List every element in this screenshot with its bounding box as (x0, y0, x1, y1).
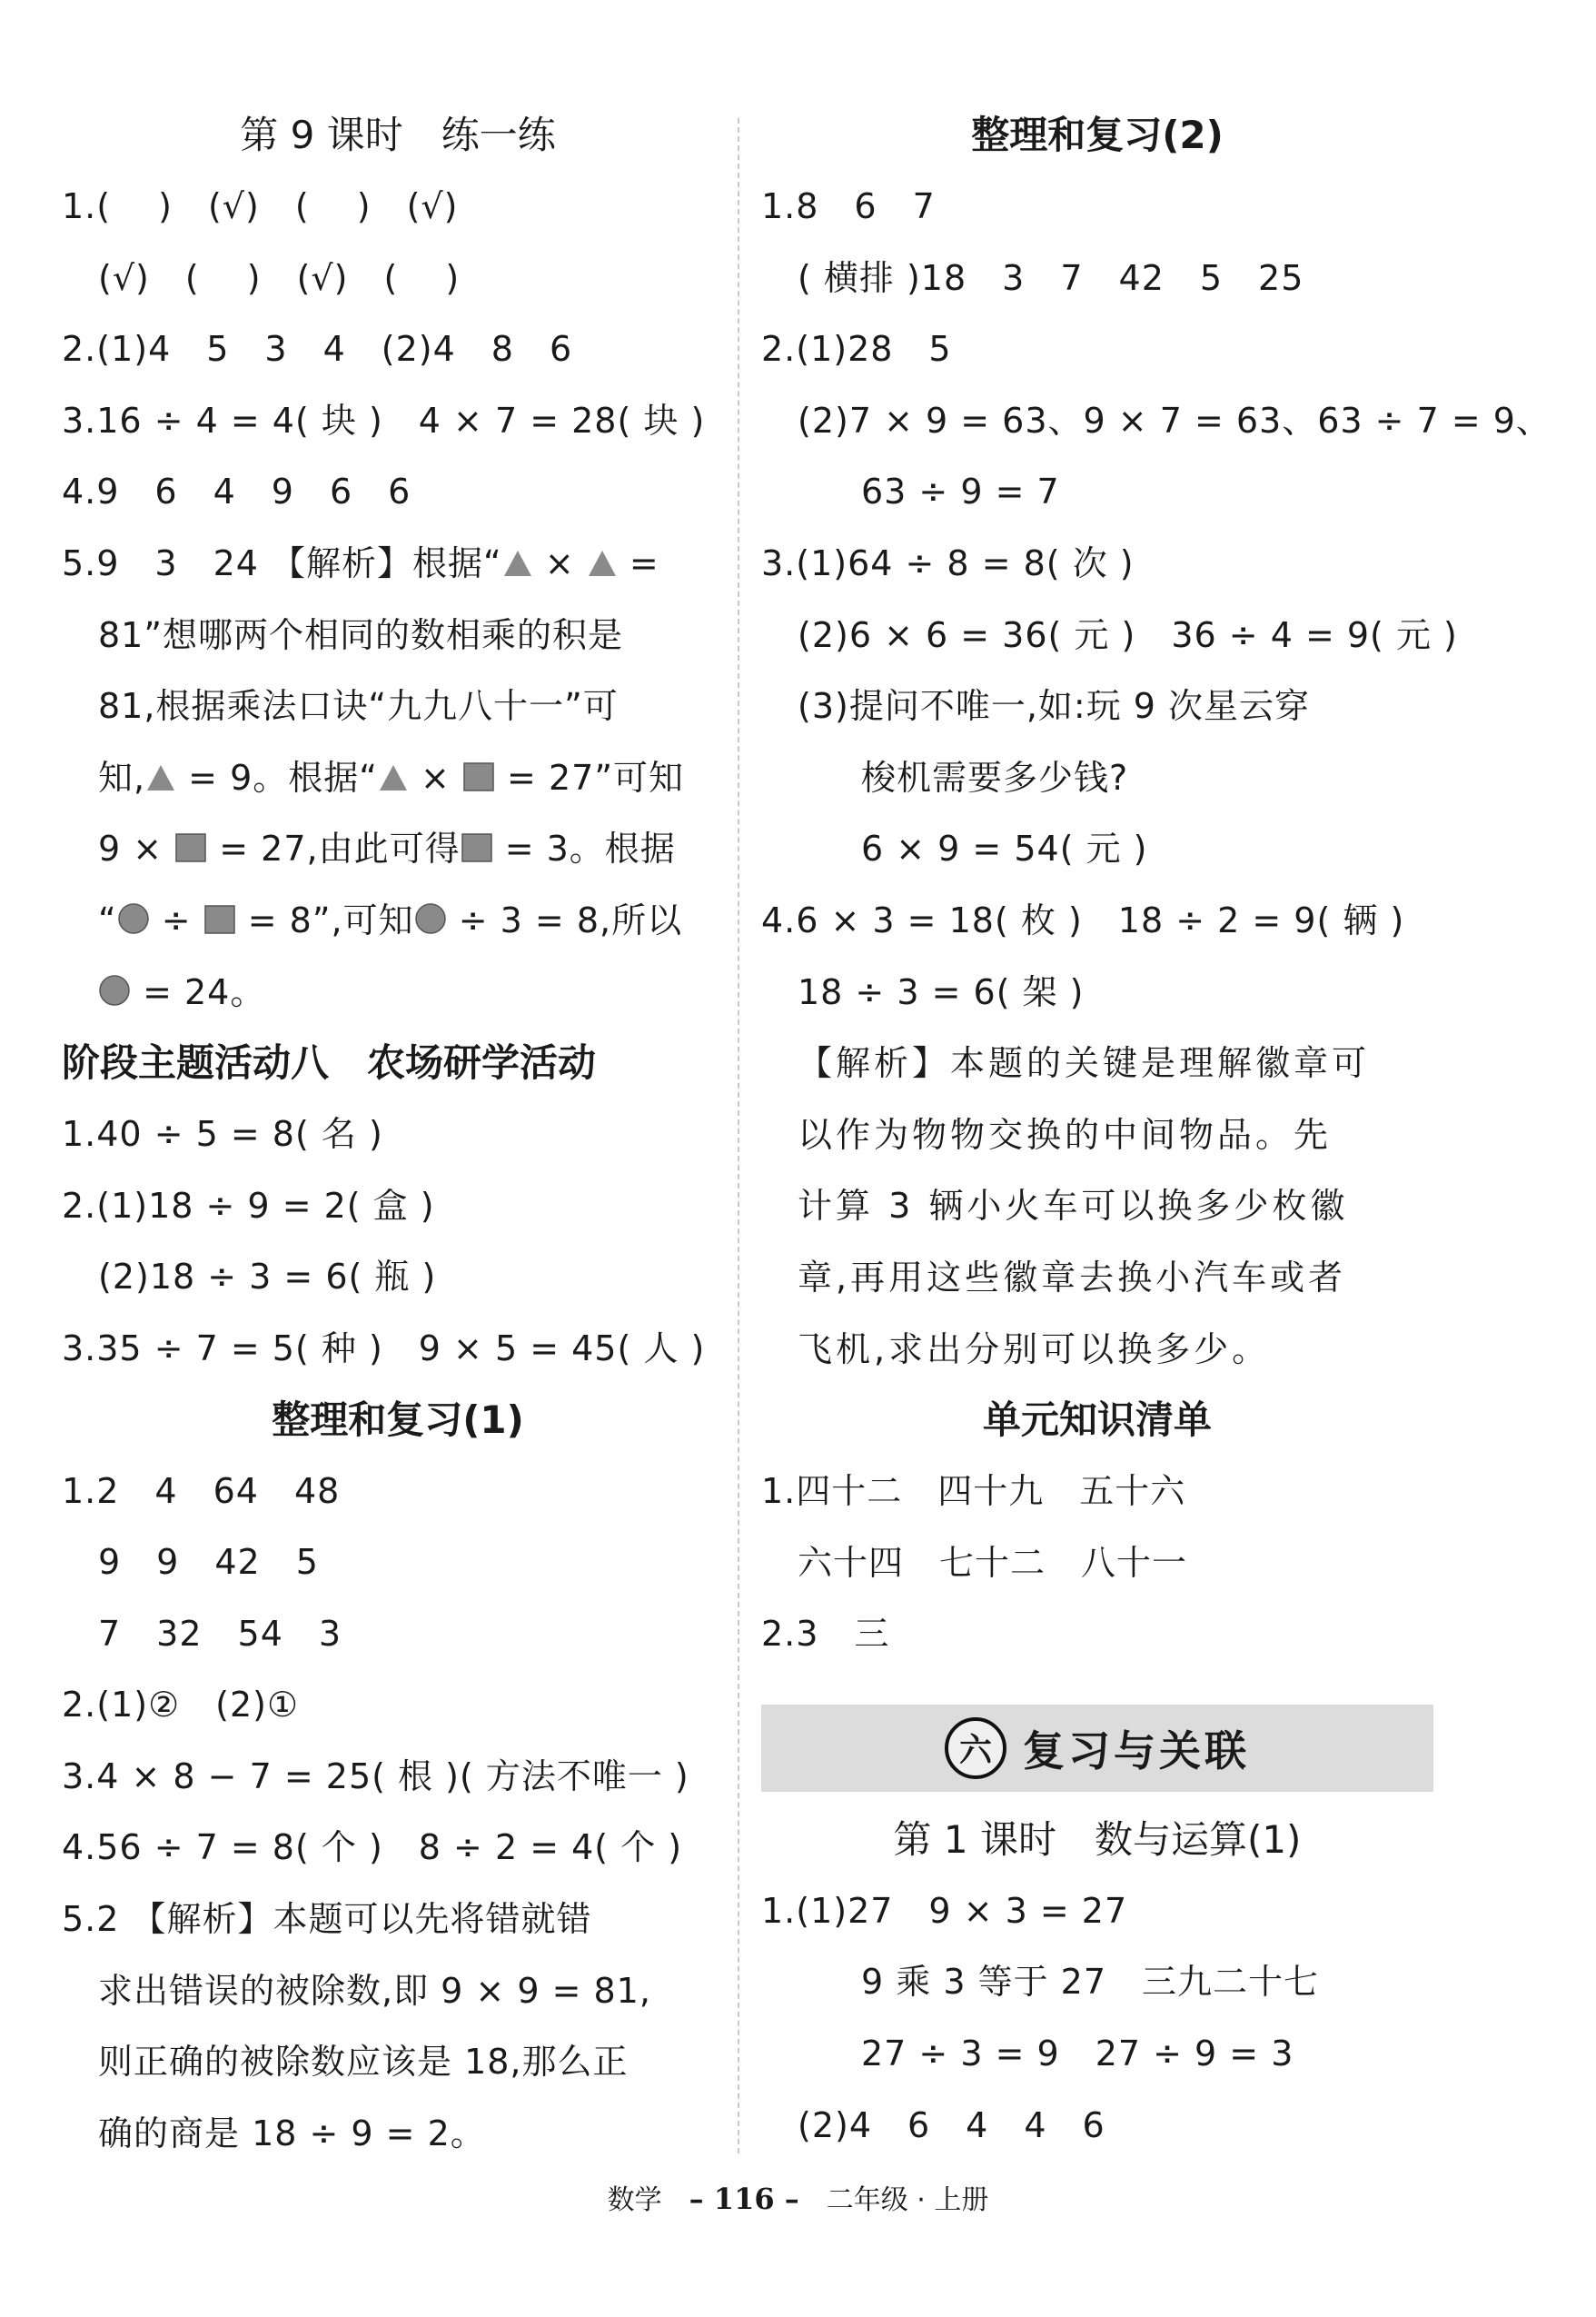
answer-text: = 24。 (131, 971, 266, 1012)
answer-line: (3)提问不唯一,如:玩 9 次星云穿 (798, 686, 1311, 727)
answer-line: 则正确的被除数应该是 18,那么正 (98, 2042, 629, 2083)
answer-line: (2)18 ÷ 3 = 6( 瓶 ) (98, 1257, 437, 1298)
answer-line: 1.( ) (√) ( ) (√) (62, 186, 459, 226)
answer-line: 9 9 42 5 (98, 1542, 319, 1583)
answer-line (62, 528, 734, 600)
answer-line: 飞机,求出分别可以换多少。 (798, 1328, 1271, 1369)
answer-line: 81”想哪两个相同的数相乘的积是 (98, 614, 624, 655)
answer-line: 确的商是 18 ÷ 9 = 2。 (98, 2113, 486, 2153)
answer-line: 2.3 三 (761, 1614, 890, 1655)
left-column (62, 100, 734, 2169)
answer-line: 六十四 七十二 八十一 (798, 1542, 1188, 1583)
section-title-review-1: 整理和复习(1) (272, 1397, 524, 1442)
answer-text: = 9。根据“ (176, 757, 378, 798)
answer-line: 1.2 4 64 48 (62, 1470, 341, 1511)
answer-text: “ (98, 900, 117, 940)
answer-text: 5.9 3 24 【解析】根据“ (62, 542, 502, 583)
square-icon (462, 761, 495, 792)
answer-line: 1.8 6 7 (761, 186, 936, 226)
answer-line: 27 ÷ 3 = 9 27 ÷ 9 = 3 (861, 2034, 1294, 2074)
answer-line: 1.(1)27 9 × 3 = 27 (761, 1890, 1128, 1931)
answer-line: 3.16 ÷ 4 = 4( 块 ) 4 × 7 = 28( 块 ) (62, 400, 706, 441)
unit-number-badge: 六 (945, 1717, 1006, 1779)
answer-line: 18 ÷ 3 = 6( 架 ) (798, 971, 1085, 1012)
answer-line: 9 乘 3 等于 27 三九二十七 (861, 1962, 1320, 2003)
answer-line: 3.(1)64 ÷ 8 = 8( 次 ) (761, 542, 1135, 583)
section-title-lesson-1: 第 1 课时 数与运算(1) (893, 1816, 1302, 1862)
triangle-icon (587, 549, 618, 578)
answer-line: 3.4 × 8 − 7 = 25( 根 )( 方法不唯一 ) (62, 1755, 689, 1796)
answer-text: = 8”,可知 (235, 900, 414, 940)
answer-text: 9 × (98, 829, 175, 870)
answer-line: 求出错误的被除数,即 9 × 9 = 81, (98, 1970, 651, 2011)
unit-banner (761, 1705, 1433, 1792)
answer-line: (2)4 6 4 4 6 (798, 2104, 1105, 2145)
circle-icon (98, 974, 131, 1007)
answer-line: 6 × 9 = 54( 元 ) (861, 829, 1148, 870)
section-title-activity-8: 阶段主题活动八 农场研学活动 (62, 1040, 597, 1086)
answer-line (62, 742, 734, 814)
page-number: – 116 – (689, 2182, 799, 2216)
answer-line: 计算 3 辆小火车可以换多少枚徽 (798, 1186, 1349, 1227)
answer-line: 章,再用这些徽章去换小汽车或者 (798, 1257, 1347, 1298)
triangle-icon (145, 763, 176, 792)
square-icon (203, 904, 236, 935)
answer-line: 4.56 ÷ 7 = 8( 个 ) 8 ÷ 2 = 4( 个 ) (62, 1827, 683, 1868)
answer-line: 4.6 × 3 = 18( 枚 ) 18 ÷ 2 = 9( 辆 ) (761, 900, 1405, 940)
answer-line (62, 957, 734, 1029)
footer-subject: 数学 (607, 2184, 662, 2216)
answer-line (62, 813, 734, 885)
section-title-lesson-9: 第 9 课时 练一练 (240, 113, 556, 157)
column-divider (738, 118, 739, 2153)
triangle-icon (502, 549, 533, 578)
square-icon (174, 832, 207, 863)
answer-text: ÷ (149, 900, 203, 940)
answer-line: (2)6 × 6 = 36( 元 ) 36 ÷ 4 = 9( 元 ) (798, 614, 1458, 655)
answer-text: × (532, 542, 587, 583)
answer-text: × (408, 757, 462, 798)
answer-line: 1.四十二 四十九 五十六 (761, 1471, 1186, 1512)
answer-text: = 27,由此可得 (207, 829, 461, 870)
answer-line: 2.(1)28 5 (761, 329, 952, 370)
answer-line: ( 横排 )18 3 7 42 5 25 (798, 257, 1304, 298)
page-footer (0, 2172, 1596, 2226)
answer-line (62, 885, 734, 957)
answer-text: ÷ 3 = 8,所以 (446, 900, 683, 940)
answer-text: = 27”可知 (494, 757, 685, 798)
answer-line: 5.2 【解析】本题可以先将错就错 (62, 1899, 592, 1940)
answer-line: 2.(1)18 ÷ 9 = 2( 盒 ) (62, 1185, 435, 1226)
answer-line: 3.35 ÷ 7 = 5( 种 ) 9 × 5 = 45( 人 ) (62, 1328, 706, 1368)
right-column (761, 100, 1551, 2161)
answer-text: = (617, 542, 659, 583)
answer-line: (2)7 × 9 = 63、9 × 7 = 63、63 ÷ 7 = 9、 (798, 400, 1551, 441)
section-title-knowledge-list: 单元知识清单 (982, 1397, 1212, 1443)
answer-text: = 3。根据 (492, 829, 676, 870)
square-icon (461, 832, 493, 863)
answer-text: 知, (98, 757, 146, 798)
footer-grade: 二年级 · 上册 (826, 2184, 989, 2216)
unit-title: 复习与关联 (1023, 1725, 1250, 1775)
triangle-icon (378, 763, 409, 792)
circle-icon (117, 902, 150, 935)
answer-line: (√) ( ) (√) ( ) (98, 257, 461, 298)
circle-icon (414, 902, 447, 935)
answer-line: 1.40 ÷ 5 = 8( 名 ) (62, 1114, 383, 1155)
answer-line: 63 ÷ 9 = 7 (861, 472, 1060, 512)
answer-line: 梭机需要多少钱? (861, 757, 1129, 798)
answer-line: 2.(1)② (2)① (62, 1685, 300, 1725)
answer-line: 4.9 6 4 9 6 6 (62, 472, 411, 512)
answer-line: 以作为物物交换的中间物品。先 (798, 1114, 1333, 1155)
answer-line: 81,根据乘法口诀“九九八十一”可 (98, 686, 619, 727)
section-title-review-2: 整理和复习(2) (971, 113, 1224, 157)
answer-line: 【解析】本题的关键是理解徽章可 (798, 1043, 1371, 1084)
answer-line: 7 32 54 3 (98, 1613, 342, 1654)
answer-line: 2.(1)4 5 3 4 (2)4 8 6 (62, 329, 573, 370)
